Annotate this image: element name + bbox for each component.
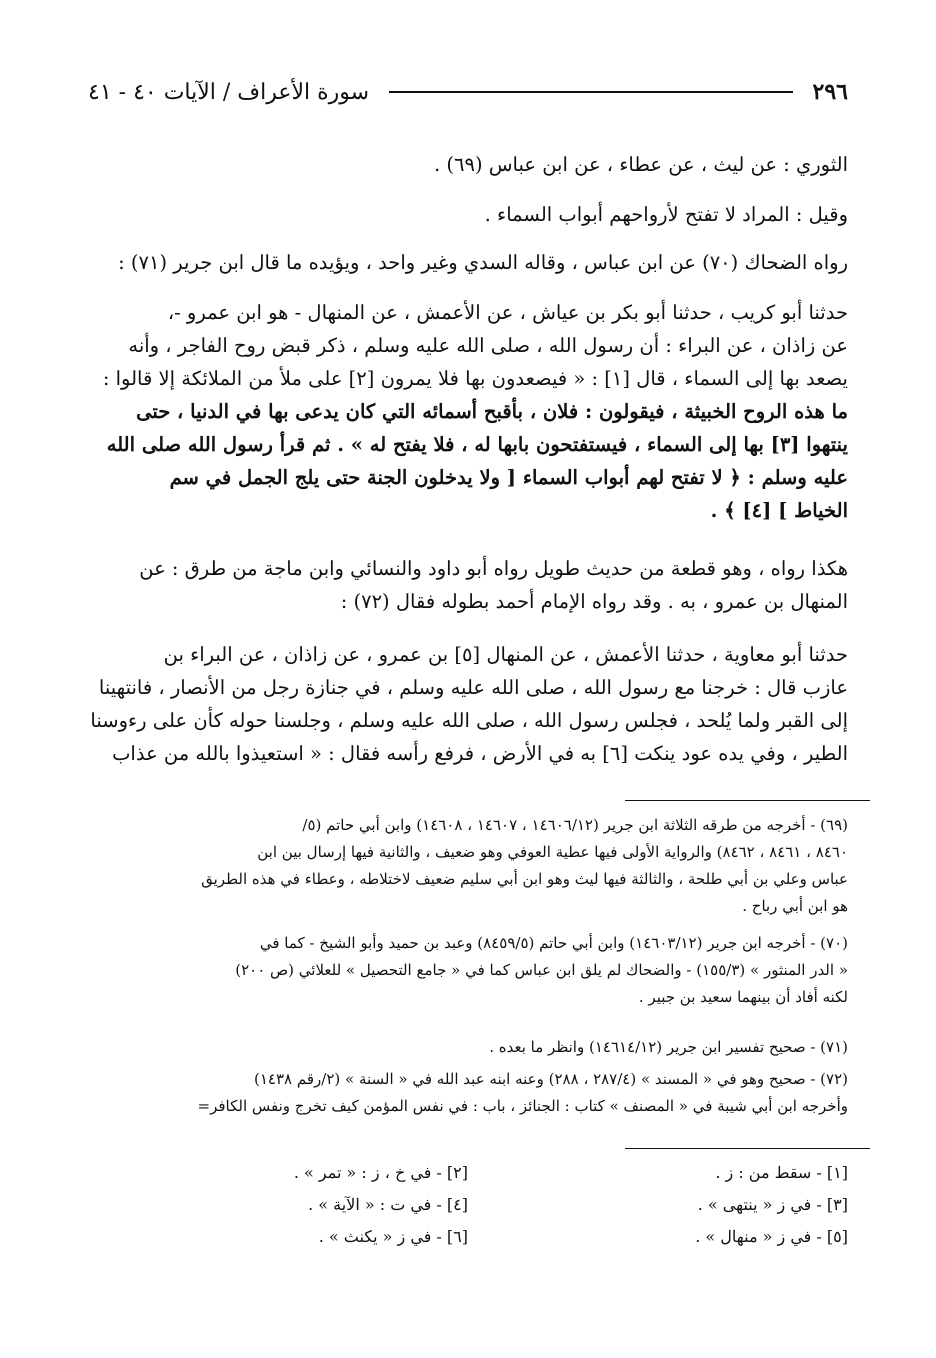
footnote-line: (٧٢) - صحيح وهو في « المسند » (٢٨٧/٤ ، ٢٨٨) وعنه ابنه عبد الله في « السنة » (٢/رقم ١٤٣٨) bbox=[254, 1070, 848, 1088]
paragraph-hadith-2 bbox=[88, 638, 848, 770]
variants-separator bbox=[625, 1148, 870, 1149]
page-number: ٢٩٦ bbox=[812, 79, 848, 105]
paragraph-3 bbox=[88, 246, 848, 279]
running-title: سورة الأعراف / الآيات ٤٠ - ٤١ bbox=[88, 79, 370, 105]
text-line: الطير ، وفي يده عود ينكت [٦] به في الأرض ، فرفع رأسه فقال : « استعيذوا بالله من عذاب bbox=[112, 742, 848, 765]
text-line-bold: ما هذه الروح الخبيثة ، فيقولون : فلان ، بأقبح أسمائه التي كان يدعى بها في الدنيا ، حتى bbox=[136, 400, 848, 423]
footnote-separator bbox=[625, 800, 870, 801]
text-line: الثوري : عن ليث ، عن عطاء ، عن ابن عباس (٦٩) . bbox=[433, 153, 848, 176]
footnote-line: (٧٠) - أخرجه ابن جرير (١٤٦٠٣/١٢) وابن أبي حاتم (٨٤٥٩/٥) وعبد بن حميد وأبو الشيخ - كما في bbox=[259, 934, 848, 952]
paragraph-1 bbox=[88, 148, 848, 181]
footnote-70 bbox=[88, 930, 848, 1011]
text-line: حدثنا أبو كريب ، حدثنا أبو بكر بن عياش ، عن الأعمش ، عن المنهال - هو ابن عمرو -، bbox=[167, 301, 848, 324]
variant-note: [٢] - في خ ، ز : « تمر » . bbox=[293, 1163, 468, 1182]
variant-note: [٣] - في ز « ينتهى » . bbox=[697, 1195, 848, 1214]
footnote-line: (٧١) - صحيح تفسير ابن جرير (١٤٦١٤/١٢) وانظر ما بعده . bbox=[489, 1038, 848, 1056]
variant-note: [٦] - في ز « يكنث » . bbox=[318, 1227, 468, 1246]
text-line: وقيل : المراد لا تفتح لأرواحهم أبواب السماء . bbox=[484, 203, 848, 226]
text-line-bold: ينتهوا [٣] بها إلى السماء ، فيستفتحون بابها له ، فلا يفتح له » . ثم قرأ رسول الله صلى الله bbox=[106, 433, 848, 456]
variant-note: [٤] - في ت : « الآية » . bbox=[308, 1195, 468, 1214]
footnote-line: لكنه أفاد أن بينهما سعيد بن جبير . bbox=[638, 988, 848, 1006]
text-line: حدثنا أبو معاوية ، حدثنا الأعمش ، عن المنهال [٥] بن عمرو ، عن زاذان ، عن البراء بن bbox=[163, 643, 848, 666]
text-line: المنهال بن عمرو ، به . وقد رواه الإمام أحمد بطوله فقال (٧٢) : bbox=[340, 590, 848, 613]
variant-note: [٥] - في ز « منهال » . bbox=[695, 1227, 848, 1246]
footnote-line: « الدر المنثور » (١٥٥/٣) - والضحاك لم يلق ابن عباس كما في « جامع التحصيل » للعلائي (ص ٢٠٠) bbox=[235, 961, 848, 979]
footnote-71 bbox=[88, 1034, 848, 1061]
text-line: رواه الضحاك (٧٠) عن ابن عباس ، وقاله السدي وغير واحد ، ويؤيده ما قال ابن جرير (٧١) : bbox=[118, 251, 848, 274]
text-line: عن زاذان ، عن البراء : أن رسول الله ، صلى الله عليه وسلم ، ذكر قبض روح الفاجر ، وأنه bbox=[128, 334, 848, 357]
paragraph-4 bbox=[88, 552, 848, 618]
footnote-line: (٦٩) - أخرجه من طرقه الثلاثة ابن جرير (١٤٦٠٦/١٢ ، ١٤٦٠٧ ، ١٤٦٠٨) وابن أبي حاتم (٥/ bbox=[302, 816, 848, 834]
running-header bbox=[88, 72, 848, 112]
text-line: إلى القبر ولما يُلحد ، فجلس رسول الله ، صلى الله عليه وسلم ، وجلسنا حوله كأن على رءوسنا bbox=[90, 709, 848, 732]
manuscript-variants bbox=[88, 1160, 848, 1250]
footnote-line: عباس وعلي بن أبي طلحة ، والثالثة فيها ليث وهو ابن أبي سليم ضعيف لاختلاطه ، وعطاء في هذه الطريق bbox=[201, 870, 848, 888]
footnote-line: وأخرجه ابن أبي شيبة في « المصنف » كتاب : الجنائز ، باب : في نفس المؤمن كيف تخرج ونفس الكافر= bbox=[197, 1097, 848, 1115]
text-line: يصعد بها إلى السماء ، قال [١] : « فيصعدون بها فلا يمرون [٢] على ملأ من الملائكة إلا قالوا : bbox=[102, 367, 848, 390]
footnote-line: هو ابن أبي رباح . bbox=[742, 897, 848, 915]
paragraph-2 bbox=[88, 198, 848, 231]
quran-verse-line: الخياط ] [٤] ﴾ . bbox=[710, 499, 848, 522]
footnote-line: ٨٤٦٠ ، ٨٤٦١ ، ٨٤٦٢) والرواية الأولى فيها عطية العوفي وهو ضعيف ، والثانية فيها إرسال بين ابن bbox=[257, 843, 848, 861]
footnote-69 bbox=[88, 812, 848, 920]
footnote-72 bbox=[88, 1066, 848, 1120]
quran-verse-line: عليه وسلم : ﴿ لا تفتح لهم أبواب السماء [ ولا يدخلون الجنة حتى يلج الجمل في سم bbox=[169, 466, 848, 489]
variant-note: [١] - سقط من : ز . bbox=[715, 1163, 848, 1182]
text-line: عازب قال : خرجنا مع رسول الله ، صلى الله عليه وسلم ، في جنازة رجل من الأنصار ، فانتهينا bbox=[98, 676, 848, 699]
text-line: هكذا رواه ، وهو قطعة من حديث طويل رواه أبو داود والنسائي وابن ماجة من طرق : عن bbox=[139, 557, 848, 580]
paragraph-hadith-1 bbox=[88, 296, 848, 527]
header-rule bbox=[389, 91, 792, 93]
